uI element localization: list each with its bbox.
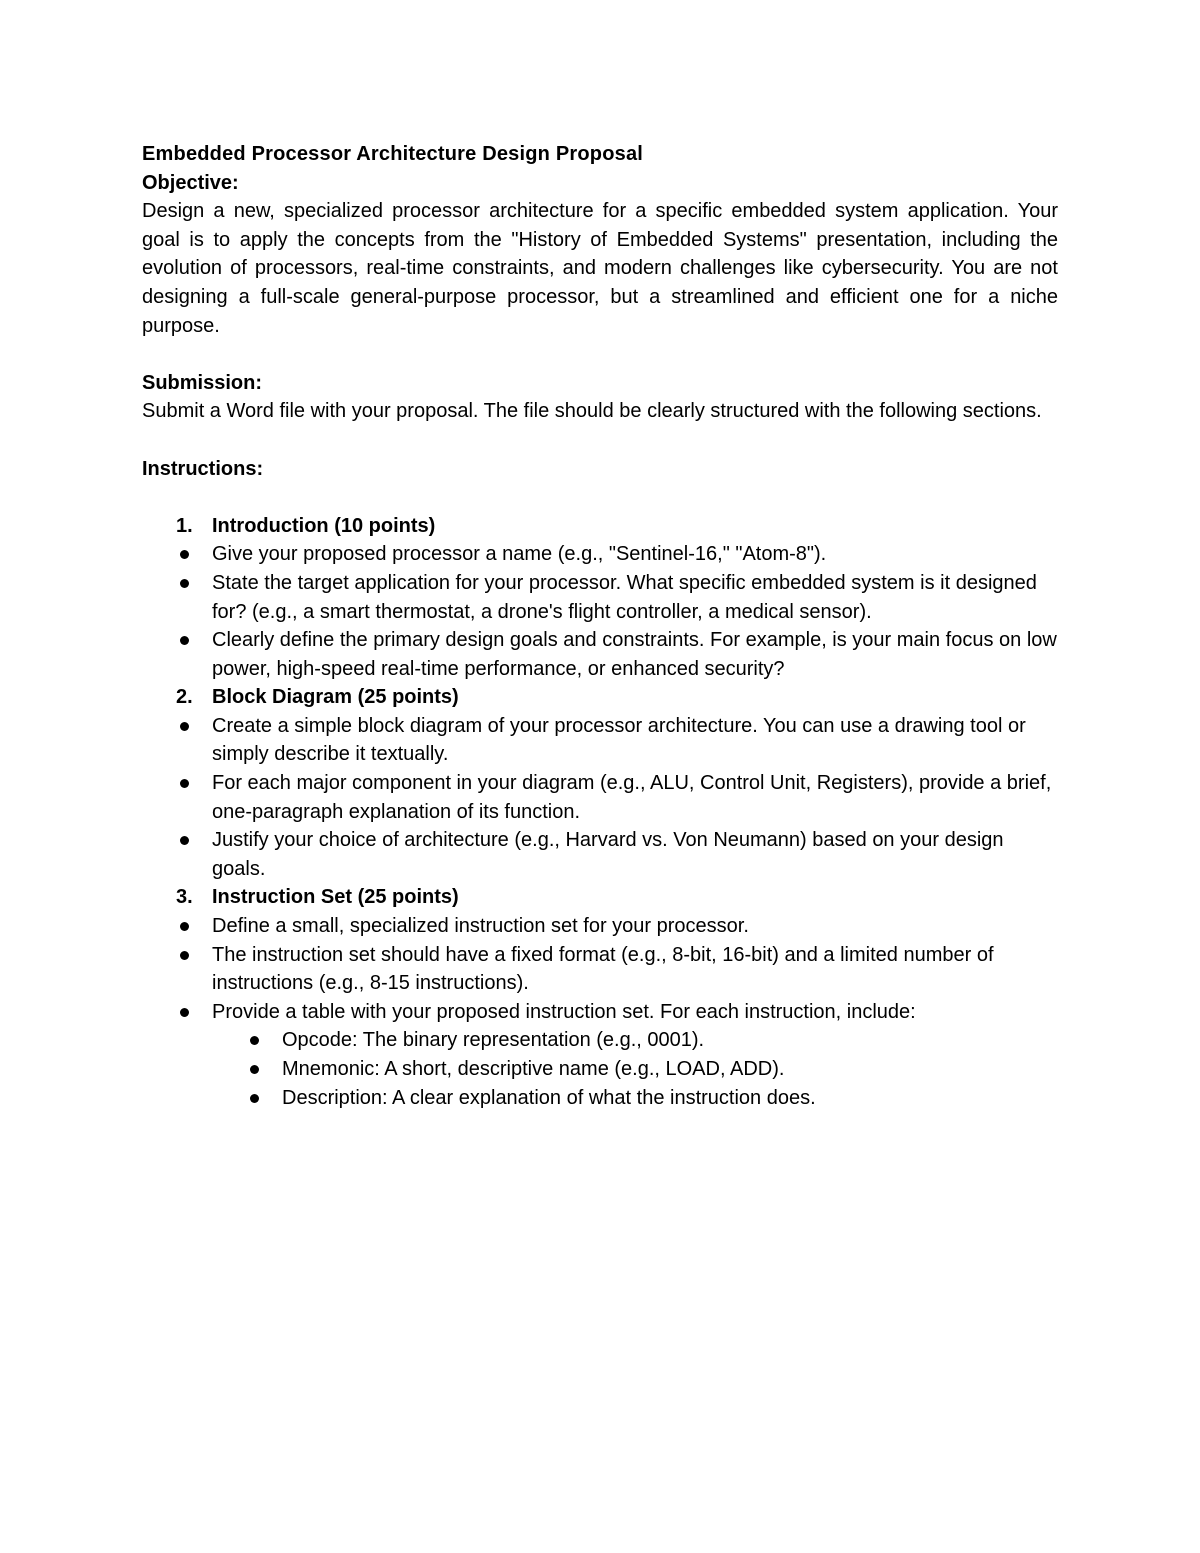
bullet-text: State the target application for your processor. What specific embedded system is it designed for? (e.g., a smart thermostat, a drone's flight controller, a medical sensor).	[212, 571, 1037, 623]
section-number: 3.	[176, 886, 193, 909]
list-item	[142, 826, 1058, 883]
bullet-text: Create a simple block diagram of your processor architecture. You can use a drawing tool or simply describe it textually.	[212, 714, 1026, 766]
spacer	[142, 483, 1058, 512]
bullet-icon	[180, 722, 189, 731]
objective-heading: Objective:	[142, 171, 239, 194]
sub-bullet-text: Opcode: The binary representation (e.g., 0001).	[282, 1029, 705, 1052]
spacer	[142, 340, 1058, 369]
bullet-icon	[180, 922, 189, 931]
bullet-icon	[250, 1094, 259, 1103]
list-item	[142, 941, 1058, 998]
bullet-icon	[250, 1036, 259, 1045]
document-title: Embedded Processor Architecture Design Proposal	[142, 143, 644, 165]
list-item	[212, 1055, 1058, 1084]
bullet-icon	[180, 779, 189, 788]
bullet-text: Clearly define the primary design goals and constraints. For example, is your main focus on low power, high-speed real-time performance, or enhanced security?	[212, 629, 1057, 680]
instructions-heading: Instructions:	[142, 457, 264, 480]
submission-text: Submit a Word file with your proposal. The file should be clearly structured with the following sections.	[142, 400, 1042, 423]
bullet-icon	[180, 636, 189, 645]
section-title: Introduction (10 points)	[212, 514, 436, 537]
section-number: 1.	[176, 514, 193, 537]
bullet-text: Provide a table with your proposed instruction set. For each instruction, include:	[212, 1000, 916, 1023]
sub-bullet-text: Description: A clear explanation of what the instruction does.	[282, 1086, 816, 1109]
list-item	[212, 1026, 1058, 1055]
sub-bullet-list	[212, 1026, 1058, 1112]
sub-bullet-text: Mnemonic: A short, descriptive name (e.g., LOAD, ADD).	[282, 1058, 785, 1080]
spacer	[142, 426, 1058, 455]
section-title: Instruction Set (25 points)	[212, 886, 459, 909]
list-item	[142, 569, 1058, 626]
bullet-icon	[180, 836, 189, 845]
section-introduction	[142, 512, 1058, 684]
section-block-diagram	[142, 683, 1058, 883]
instructions-list	[142, 512, 1058, 1112]
bullet-list	[142, 540, 1058, 683]
section-number: 2.	[176, 686, 193, 709]
list-item	[142, 712, 1058, 769]
list-item	[142, 769, 1058, 826]
list-item	[142, 626, 1058, 683]
bullet-icon	[180, 951, 189, 960]
bullet-text: For each major component in your diagram (e.g., ALU, Control Unit, Registers), provide a brief, one-paragraph explanation of its function.	[212, 772, 1052, 823]
bullet-text: The instruction set should have a fixed format (e.g., 8-bit, 16-bit) and a limited number of instructions (e.g., 8-15 instructions).	[212, 943, 994, 995]
document-page	[142, 140, 1058, 1112]
bullet-list	[142, 712, 1058, 884]
list-item	[142, 998, 1058, 1112]
objective-text: Design a new, specialized processor architecture for a specific embedded system application. Your goal is to apply the concepts from the "History of Embedded Systems" presentation, including the evolution of processors, real-time constraints, and modern challenges like cybersecurity. You are not designing a full-scale general-purpose processor, but a streamlined and efficient one for a niche purpose.	[142, 200, 1058, 337]
bullet-list	[142, 912, 1058, 1112]
bullet-icon	[180, 550, 189, 559]
bullet-icon	[180, 1008, 189, 1017]
bullet-text: Justify your choice of architecture (e.g., Harvard vs. Von Neumann) based on your design goals.	[212, 829, 1004, 880]
section-title: Block Diagram (25 points)	[212, 686, 459, 709]
list-item	[142, 540, 1058, 569]
bullet-icon	[180, 579, 189, 588]
list-item	[142, 912, 1058, 941]
bullet-icon	[250, 1065, 259, 1074]
bullet-text: Give your proposed processor a name (e.g., "Sentinel-16," "Atom-8").	[212, 543, 827, 566]
submission-heading: Submission:	[142, 371, 263, 394]
list-item	[212, 1084, 1058, 1113]
section-instruction-set	[142, 883, 1058, 1112]
bullet-text: Define a small, specialized instruction set for your processor.	[212, 915, 749, 938]
